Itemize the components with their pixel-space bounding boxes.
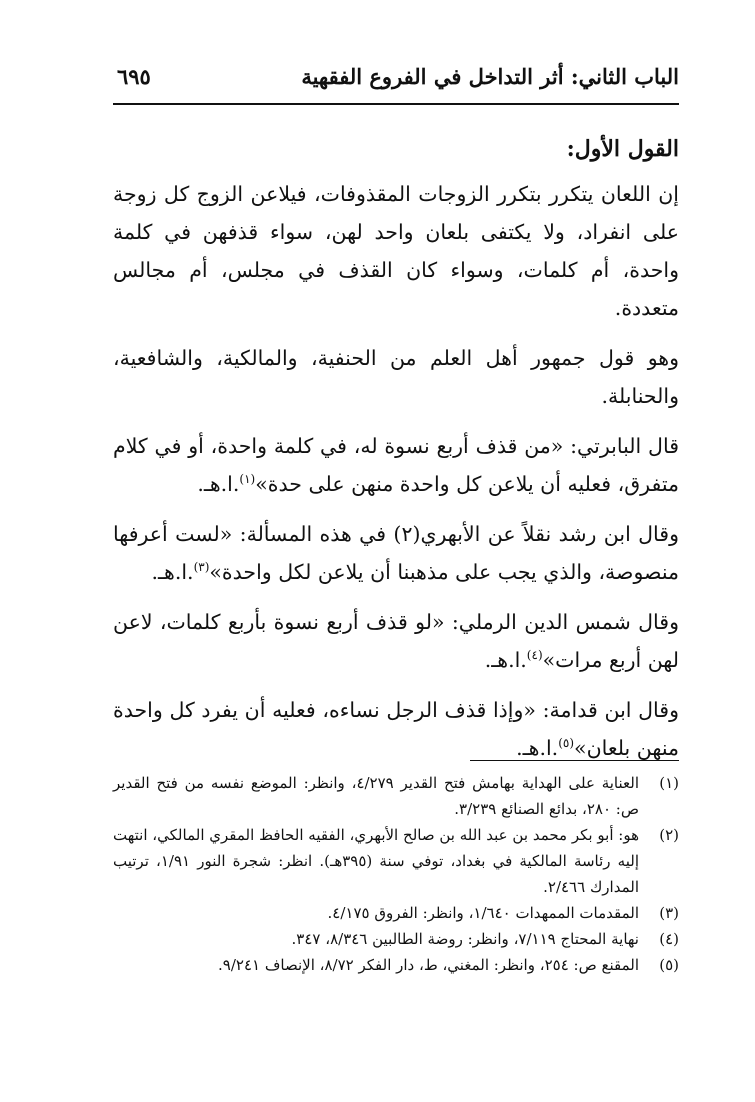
footnotes	[113, 770, 679, 978]
footnote	[113, 900, 679, 926]
quote-end-marker: .ا.هـ.	[151, 560, 194, 585]
header-divider	[113, 103, 679, 105]
footnote-text: هو: أبو بكر محمد بن عبد الله بن صالح الأبهري، الفقيه الحافظ المقري المالكي، انتهت إليه رئاسة المالكية في بغداد، توفي سنة (٣٩٥هـ). انظر: شجرة النور ١/٩١، ترتيب المدارك ٢/٤٦٦.	[113, 826, 639, 896]
chapter-title: الباب الثاني: أثر التداخل في الفروع الفقهية	[301, 64, 679, 89]
quote-end-marker: .ا.هـ.	[516, 736, 559, 761]
paragraph	[113, 515, 679, 591]
quote-end-marker: .ا.هـ.	[484, 648, 527, 673]
footnote-number: (٥)	[659, 956, 679, 974]
footnote	[113, 822, 679, 900]
footnote-divider	[470, 760, 679, 761]
footnote-ref: (٣)	[193, 560, 210, 575]
quote-end-marker: .ا.هـ.	[197, 472, 240, 497]
paragraph	[113, 175, 679, 327]
page-number: ٦٩٥	[117, 64, 151, 89]
footnote-ref: (٤)	[526, 648, 543, 663]
footnote-number: (٣)	[659, 904, 679, 922]
footnote-number: (٢)	[659, 826, 679, 844]
paragraph-text: إن اللعان يتكرر بتكرر الزوجات المقذوفات، فيلاعن الزوج كل زوجة على انفراد، ولا يكتفى بلعان واحد لهن، سواء قذفهن في كلمة واحدة، أم كلمات، وسواء كان القذف في مجلس، أم مجالس متعددة.	[113, 182, 679, 321]
footnote	[113, 770, 679, 822]
footnote	[113, 952, 679, 978]
running-header	[113, 64, 679, 98]
paragraph-text: وهو قول جمهور أهل العلم من الحنفية، والمالكية، والشافعية، والحنابلة.	[113, 346, 679, 409]
footnote-text: العناية على الهداية بهامش فتح القدير ٤/٢٧٩، وانظر: الموضع نفسه من فتح القدير ص: ٢٨٠، بدائع الصنائع ٣/٢٣٩.	[113, 774, 640, 818]
paragraph-text: قال البابرتي: «من قذف أربع نسوة له، في كلمة واحدة، أو في كلام متفرق، فعليه أن يلاعن كل واحدة منهن على حدة»	[113, 434, 679, 497]
footnote-text: المقنع ص: ٢٥٤، وانظر: المغني، ط، دار الفكر ٨/٧٢، الإنصاف ٩/٢٤١.	[218, 956, 639, 974]
paragraph	[113, 603, 679, 679]
paragraph-text: وقال شمس الدين الرملي: «لو قذف أربع نسوة بأربع كلمات، لاعن لهن أربع مرات»	[113, 610, 679, 673]
footnote-text: نهاية المحتاج ٧/١١٩، وانظر: روضة الطالبين ٨/٣٤٦، ٣٤٧.	[291, 930, 639, 948]
section-heading: القول الأول:	[566, 136, 679, 162]
paragraph-text: وقال ابن رشد نقلاً عن الأبهري(٢) في هذه المسألة: «لست أعرفها منصوصة، والذي يجب على مذهبنا أن يلاعن لكل واحدة»	[113, 522, 680, 585]
paragraph-text: وقال ابن قدامة: «وإذا قذف الرجل نساءه، فعليه أن يفرد كل واحدة منهن بلعان»	[113, 698, 679, 761]
footnote-number: (١)	[659, 774, 679, 792]
paragraph	[113, 427, 679, 503]
footnote-text: المقدمات الممهدات ١/٦٤٠، وانظر: الفروق ٤/١٧٥.	[327, 904, 639, 922]
paragraph	[113, 691, 679, 767]
footnote-ref: (٥)	[558, 736, 575, 751]
footnote-ref: (١)	[239, 472, 256, 487]
paragraph	[113, 339, 679, 415]
main-text	[113, 120, 679, 779]
footnote	[113, 926, 679, 952]
footnote-number: (٤)	[659, 930, 679, 948]
